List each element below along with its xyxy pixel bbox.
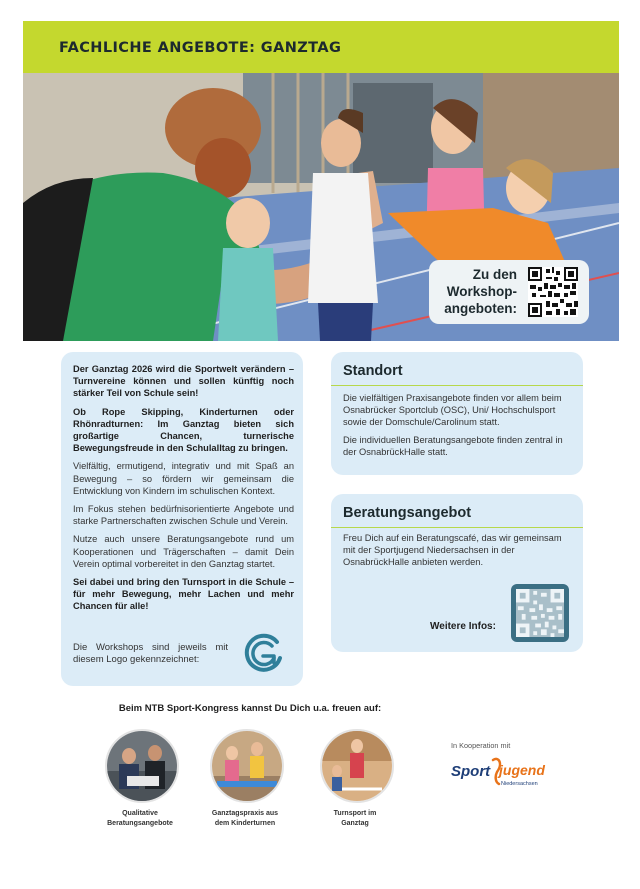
ganztag-g-logo-icon: [241, 632, 285, 676]
cooperation-label: In Kooperation mit: [451, 741, 511, 750]
caption-kinderturnen: Ganztagspraxis aus dem Kinderturnen: [211, 810, 279, 827]
intro-paragraph: Der Ganztag 2026 wird die Sportwelt verändern – Turnvereine können und sollen künftig noch stärker Teil von Schule sein!: [73, 364, 294, 399]
beratung-box: [331, 494, 583, 652]
caption-beratung: Qualitative Beratungsangebote: [107, 810, 173, 827]
beratung-photo: [105, 729, 179, 803]
divider: [331, 385, 583, 386]
intro-paragraph: Sei dabei und bring den Turnsport in die Schule – für mehr Bewegung, mehr Lachen und mehr Chancen für alle!: [73, 577, 294, 612]
standort-title: Standort: [343, 363, 403, 379]
qr-code-icon[interactable]: [516, 589, 564, 637]
kinderturnen-photo: [210, 729, 284, 803]
intro-paragraph: Ob Rope Skipping, Kinderturnen oder Rhönradturnen: Im Ganztag bieten sich großartige Chancen, turnerische Bewegungsfreude in den Schulalltag zu bringen.: [73, 406, 294, 454]
intro-paragraph: Vielfältig, ermutigend, integrativ und mit Spaß an Bewegung – so fördern wir gemeinsam die Entwicklung von Kindern im schulischen Kontext.: [73, 461, 294, 496]
beratung-paragraph: Freu Dich auf ein Beratungscafé, das wir gemeinsam mit der Sportjugend Niedersachsen in der OsnabrückHalle anbieten werden.: [343, 533, 562, 568]
more-info-label: Weitere Infos:: [430, 621, 496, 632]
divider: [331, 527, 583, 528]
kids-gym-illustration: [212, 731, 282, 801]
gymnastics-illustration: [322, 731, 392, 801]
intro-paragraph: Im Fokus stehen bedürfnisorientierte Angebote und starke Partnerschaften zwischen Schule und Verein.: [73, 504, 294, 527]
beratung-title: Beratungsangebot: [343, 505, 472, 521]
standort-box: [331, 352, 583, 475]
standort-paragraph: Die vielfältigen Praxisangebote finden vor allem beim Osnabrücker Sportclub (OSC), Uni/ Hochschulsport sowie der Domschule/Carolinum statt.: [343, 393, 562, 428]
page-title: FACHLICHE ANGEBOTE: GANZTAG: [59, 40, 342, 56]
sportjugend-logo: [451, 754, 551, 788]
standort-paragraph: Die individuellen Beratungsangebote finden zentral in der OsnabrückHalle statt.: [343, 435, 563, 458]
bottom-intro: Beim NTB Sport-Kongress kannst Du Dich u.a. freuen auf:: [118, 703, 382, 714]
logo-note: Die Workshops sind jeweils mit diesem Logo gekennzeichnet:: [73, 642, 228, 666]
intro-box: [61, 352, 303, 686]
logo-word-sport: Sport: [451, 763, 491, 780]
hero-photo: [23, 73, 619, 341]
counseling-scene-illustration: [107, 731, 177, 801]
turnsport-photo: [320, 729, 394, 803]
intro-paragraphs: [73, 363, 294, 619]
workshop-qr-card[interactable]: [429, 260, 589, 324]
logo-word-niedersachsen: Niedersachsen: [501, 781, 538, 787]
intro-paragraph: Nutze auch unsere Beratungsangebote rund um Kooperationen und Trägerschaften – damit Dein Verein optimal vorbereitet in den Ganztag startet.: [73, 534, 294, 569]
beratung-body: [343, 532, 573, 574]
logo-word-jugend: jugend: [499, 762, 545, 778]
header-band: [23, 21, 619, 73]
qr-code-icon[interactable]: [528, 267, 578, 317]
caption-turnsport: Turnsport im Ganztag: [333, 810, 377, 827]
standort-body: [343, 392, 573, 464]
workshop-card-label: Zu den Workshop- angeboten:: [444, 267, 517, 316]
